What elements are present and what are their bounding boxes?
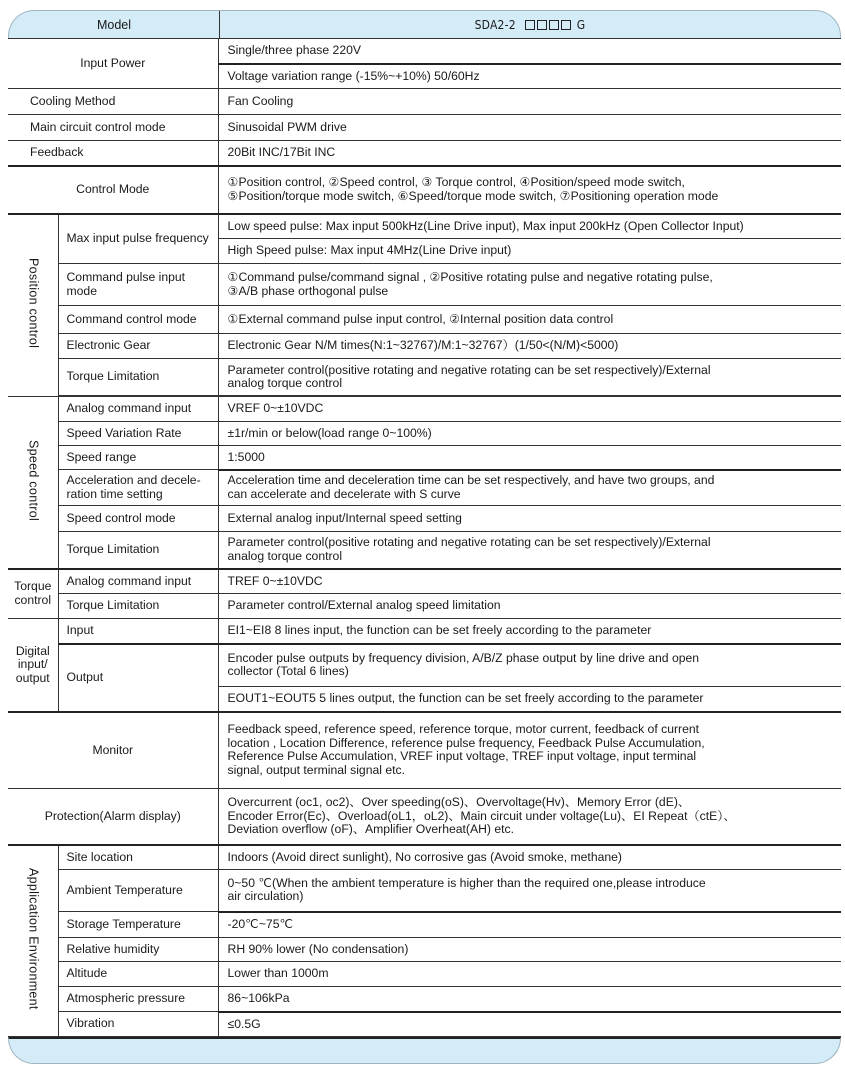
- group-label-speed-control: Speed control: [8, 397, 58, 569]
- value-line: Deviation overflow (oF)、Amplifier Overheat(AH) etc.: [227, 822, 515, 836]
- row-value: ≤0.5G: [218, 1012, 841, 1037]
- group-label-digital-io: [8, 619, 58, 712]
- row-label: Torque Limitation: [58, 594, 218, 619]
- row-label: Speed control mode: [58, 506, 218, 532]
- table-row: [8, 789, 841, 845]
- table-row: [8, 1012, 841, 1037]
- row-label: Speed range: [58, 446, 218, 470]
- value-line: Encoder Error(Ec)、Overload(oL1，oL2)、Main circuit under voltage(Lu)、EI Repeat（ctE）、: [227, 808, 736, 823]
- group-label-application-environment: Application Environment: [8, 845, 58, 1037]
- row-label: Electronic Gear: [58, 334, 218, 359]
- value-line: signal, output terminal signal etc.: [227, 762, 406, 777]
- table-footer: [8, 1037, 841, 1064]
- group-label-line: output: [15, 670, 50, 685]
- table-row: [8, 845, 841, 870]
- row-value: 1:5000: [218, 446, 841, 470]
- row-label: Speed Variation Rate: [58, 422, 218, 446]
- table-row: [8, 938, 841, 962]
- table-row: [8, 987, 841, 1012]
- row-label: Input: [58, 619, 218, 644]
- row-value: [218, 789, 841, 845]
- row-label: Command pulse input mode: [58, 264, 218, 306]
- label-line: Acceleration and decele-: [66, 473, 201, 487]
- value-line: Acceleration time and deceleration time can be set respectively, and have two groups, and: [227, 473, 715, 488]
- table-row: [8, 962, 841, 987]
- table-row: [8, 306, 841, 334]
- row-value: Indoors (Avoid direct sunlight), No corrosive gas (Avoid smoke, methane): [218, 845, 841, 870]
- value-line: ③A/B phase orthogonal pulse: [227, 283, 389, 298]
- row-value: Voltage variation range (-15%~+10%) 50/60Hz: [218, 64, 841, 89]
- row-label: Command control mode: [58, 306, 218, 334]
- group-label-line: input/: [17, 657, 48, 671]
- table-row: [8, 594, 841, 619]
- value-line: ①Command pulse/command signal , ②Positive rotating pulse and negative rotating pulse,: [227, 270, 713, 284]
- row-value: Parameter control/External analog speed limitation: [218, 594, 841, 619]
- table-row: [8, 141, 841, 166]
- row-label: Main circuit control mode: [8, 115, 218, 141]
- table-row: [8, 264, 841, 306]
- row-value: Lower than 1000m: [218, 962, 841, 987]
- row-value: Electronic Gear N/M times(N:1~32767)/M:1~32767）(1/50<(N/M)<5000): [218, 334, 841, 359]
- placeholder-box-icon: [537, 20, 547, 30]
- row-label: Analog command input: [58, 569, 218, 594]
- table-row: [8, 532, 841, 569]
- model-value: [219, 11, 840, 39]
- row-value: VREF 0~±10VDC: [218, 397, 841, 422]
- row-label: Altitude: [58, 962, 218, 987]
- row-value: High Speed pulse: Max input 4MHz(Line Drive input): [218, 239, 841, 264]
- placeholder-box-icon: [549, 20, 559, 30]
- row-label: Vibration: [58, 1012, 218, 1037]
- table-row: [8, 506, 841, 532]
- group-label-line: Digital: [15, 643, 50, 658]
- table-row: [8, 569, 841, 594]
- group-label-torque-control: [8, 569, 58, 619]
- table-row: [8, 446, 841, 470]
- row-label: Output: [58, 644, 218, 712]
- value-line: analog torque control: [227, 376, 343, 390]
- value-line: Overcurrent (oc1, oc2)、Over speeding(oS)、Overvoltage(Hv)、Memory Error (dE)、: [227, 795, 691, 809]
- group-label-line: control: [14, 592, 52, 607]
- row-value: External analog input/Internal speed setting: [218, 506, 841, 532]
- value-line: Parameter control(positive rotating and negative rotating can be set respectively)/External: [227, 362, 711, 377]
- row-label: Protection(Alarm display): [8, 789, 218, 845]
- row-value: 86~106kPa: [218, 987, 841, 1012]
- value-line: ①Position control, ②Speed control, ③ Torque control, ④Position/speed mode switch,: [227, 175, 685, 189]
- row-value: [218, 264, 841, 306]
- table-row: [8, 619, 841, 644]
- row-label: Monitor: [8, 712, 218, 789]
- row-value: -20℃~75℃: [218, 912, 841, 938]
- row-label: Relative humidity: [58, 938, 218, 962]
- row-value: 20Bit INC/17Bit INC: [218, 141, 841, 166]
- row-label: Storage Temperature: [58, 912, 218, 938]
- value-line: Parameter control(positive rotating and negative rotating can be set respectively)/External: [227, 535, 711, 550]
- value-line: air circulation): [227, 889, 304, 904]
- row-value: [218, 644, 841, 687]
- row-label: Site location: [58, 845, 218, 870]
- table-header: [8, 10, 841, 38]
- spec-sheet: [8, 10, 841, 1064]
- value-line: Feedback speed, reference speed, reference torque, motor current, feedback of current: [227, 722, 700, 737]
- spec-table: [8, 38, 841, 1037]
- table-row: [8, 115, 841, 141]
- table-row: [8, 870, 841, 912]
- value-line: Reference Pulse Accumulation, VREF input voltage, TREF input voltage, input terminal: [227, 749, 697, 764]
- table-row: [8, 39, 841, 64]
- row-value: TREF 0~±10VDC: [218, 569, 841, 594]
- row-value: ①External command pulse input control, ②Internal position data control: [218, 306, 841, 334]
- value-line: analog torque control: [227, 548, 343, 563]
- table-row: [8, 89, 841, 115]
- row-label: Input Power: [8, 39, 218, 89]
- row-label: Atmospheric pressure: [58, 987, 218, 1012]
- row-value: ±1r/min or below(load range 0~100%): [218, 422, 841, 446]
- row-value: [218, 870, 841, 912]
- row-value: [218, 532, 841, 569]
- value-line: location , Location Difference, reference pulse frequency, Feedback Pulse Accumulation,: [227, 735, 705, 750]
- table-row: [8, 712, 841, 789]
- row-value: [218, 470, 841, 506]
- table-row: [8, 359, 841, 396]
- placeholder-box-icon: [525, 20, 535, 30]
- value-line: ⑤Position/torque mode switch, ⑥Speed/torque mode switch, ⑦Positioning operation mode: [227, 188, 719, 203]
- table-row: [8, 644, 841, 687]
- row-label: Torque Limitation: [58, 359, 218, 396]
- model-suffix: G: [576, 18, 586, 32]
- row-label: Analog command input: [58, 397, 218, 422]
- placeholder-box-icon: [561, 20, 571, 30]
- table-row: [8, 214, 841, 239]
- model-prefix: SDA2-2: [474, 18, 516, 32]
- row-value: EI1~EI8 8 lines input, the function can be set freely according to the parameter: [218, 619, 841, 644]
- row-label: [58, 470, 218, 506]
- row-label: Feedback: [8, 141, 218, 166]
- table-row: [8, 470, 841, 506]
- row-value: Low speed pulse: Max input 500kHz(Line Drive input), Max input 200kHz (Open Collector Input): [218, 214, 841, 239]
- row-label: Cooling Method: [8, 89, 218, 115]
- row-value: Single/three phase 220V: [218, 39, 841, 64]
- group-label-position-control: Position control: [8, 214, 58, 397]
- model-label: Model: [96, 18, 132, 32]
- value-line: 0~50 ℃(When the ambient temperature is higher than the required one,please introduce: [227, 875, 706, 890]
- table-row: [8, 397, 841, 422]
- row-value: [218, 712, 841, 789]
- row-label: Torque Limitation: [58, 532, 218, 569]
- table-row: [8, 912, 841, 938]
- row-label: Control Mode: [8, 166, 218, 214]
- row-value: Fan Cooling: [218, 89, 841, 115]
- value-line: collector (Total 6 lines): [227, 664, 349, 679]
- table-row: [8, 334, 841, 359]
- row-value: RH 90% lower (No condensation): [218, 938, 841, 962]
- table-row: [8, 422, 841, 446]
- row-label: Ambient Temperature: [58, 870, 218, 912]
- label-line: ration time setting: [66, 486, 163, 501]
- row-label: Max input pulse frequency: [58, 214, 218, 264]
- row-value: [218, 359, 841, 396]
- row-value: [218, 166, 841, 214]
- value-line: can accelerate and decelerate with S curve: [227, 486, 461, 501]
- table-row: [8, 166, 841, 214]
- row-value: EOUT1~EOUT5 5 lines output, the function can be set freely according to the parameter: [218, 687, 841, 712]
- value-line: Encoder pulse outputs by frequency division, A/B/Z phase output by line drive and open: [227, 650, 700, 665]
- row-value: Sinusoidal PWM drive: [218, 115, 841, 141]
- group-label-line: Torque: [14, 579, 52, 594]
